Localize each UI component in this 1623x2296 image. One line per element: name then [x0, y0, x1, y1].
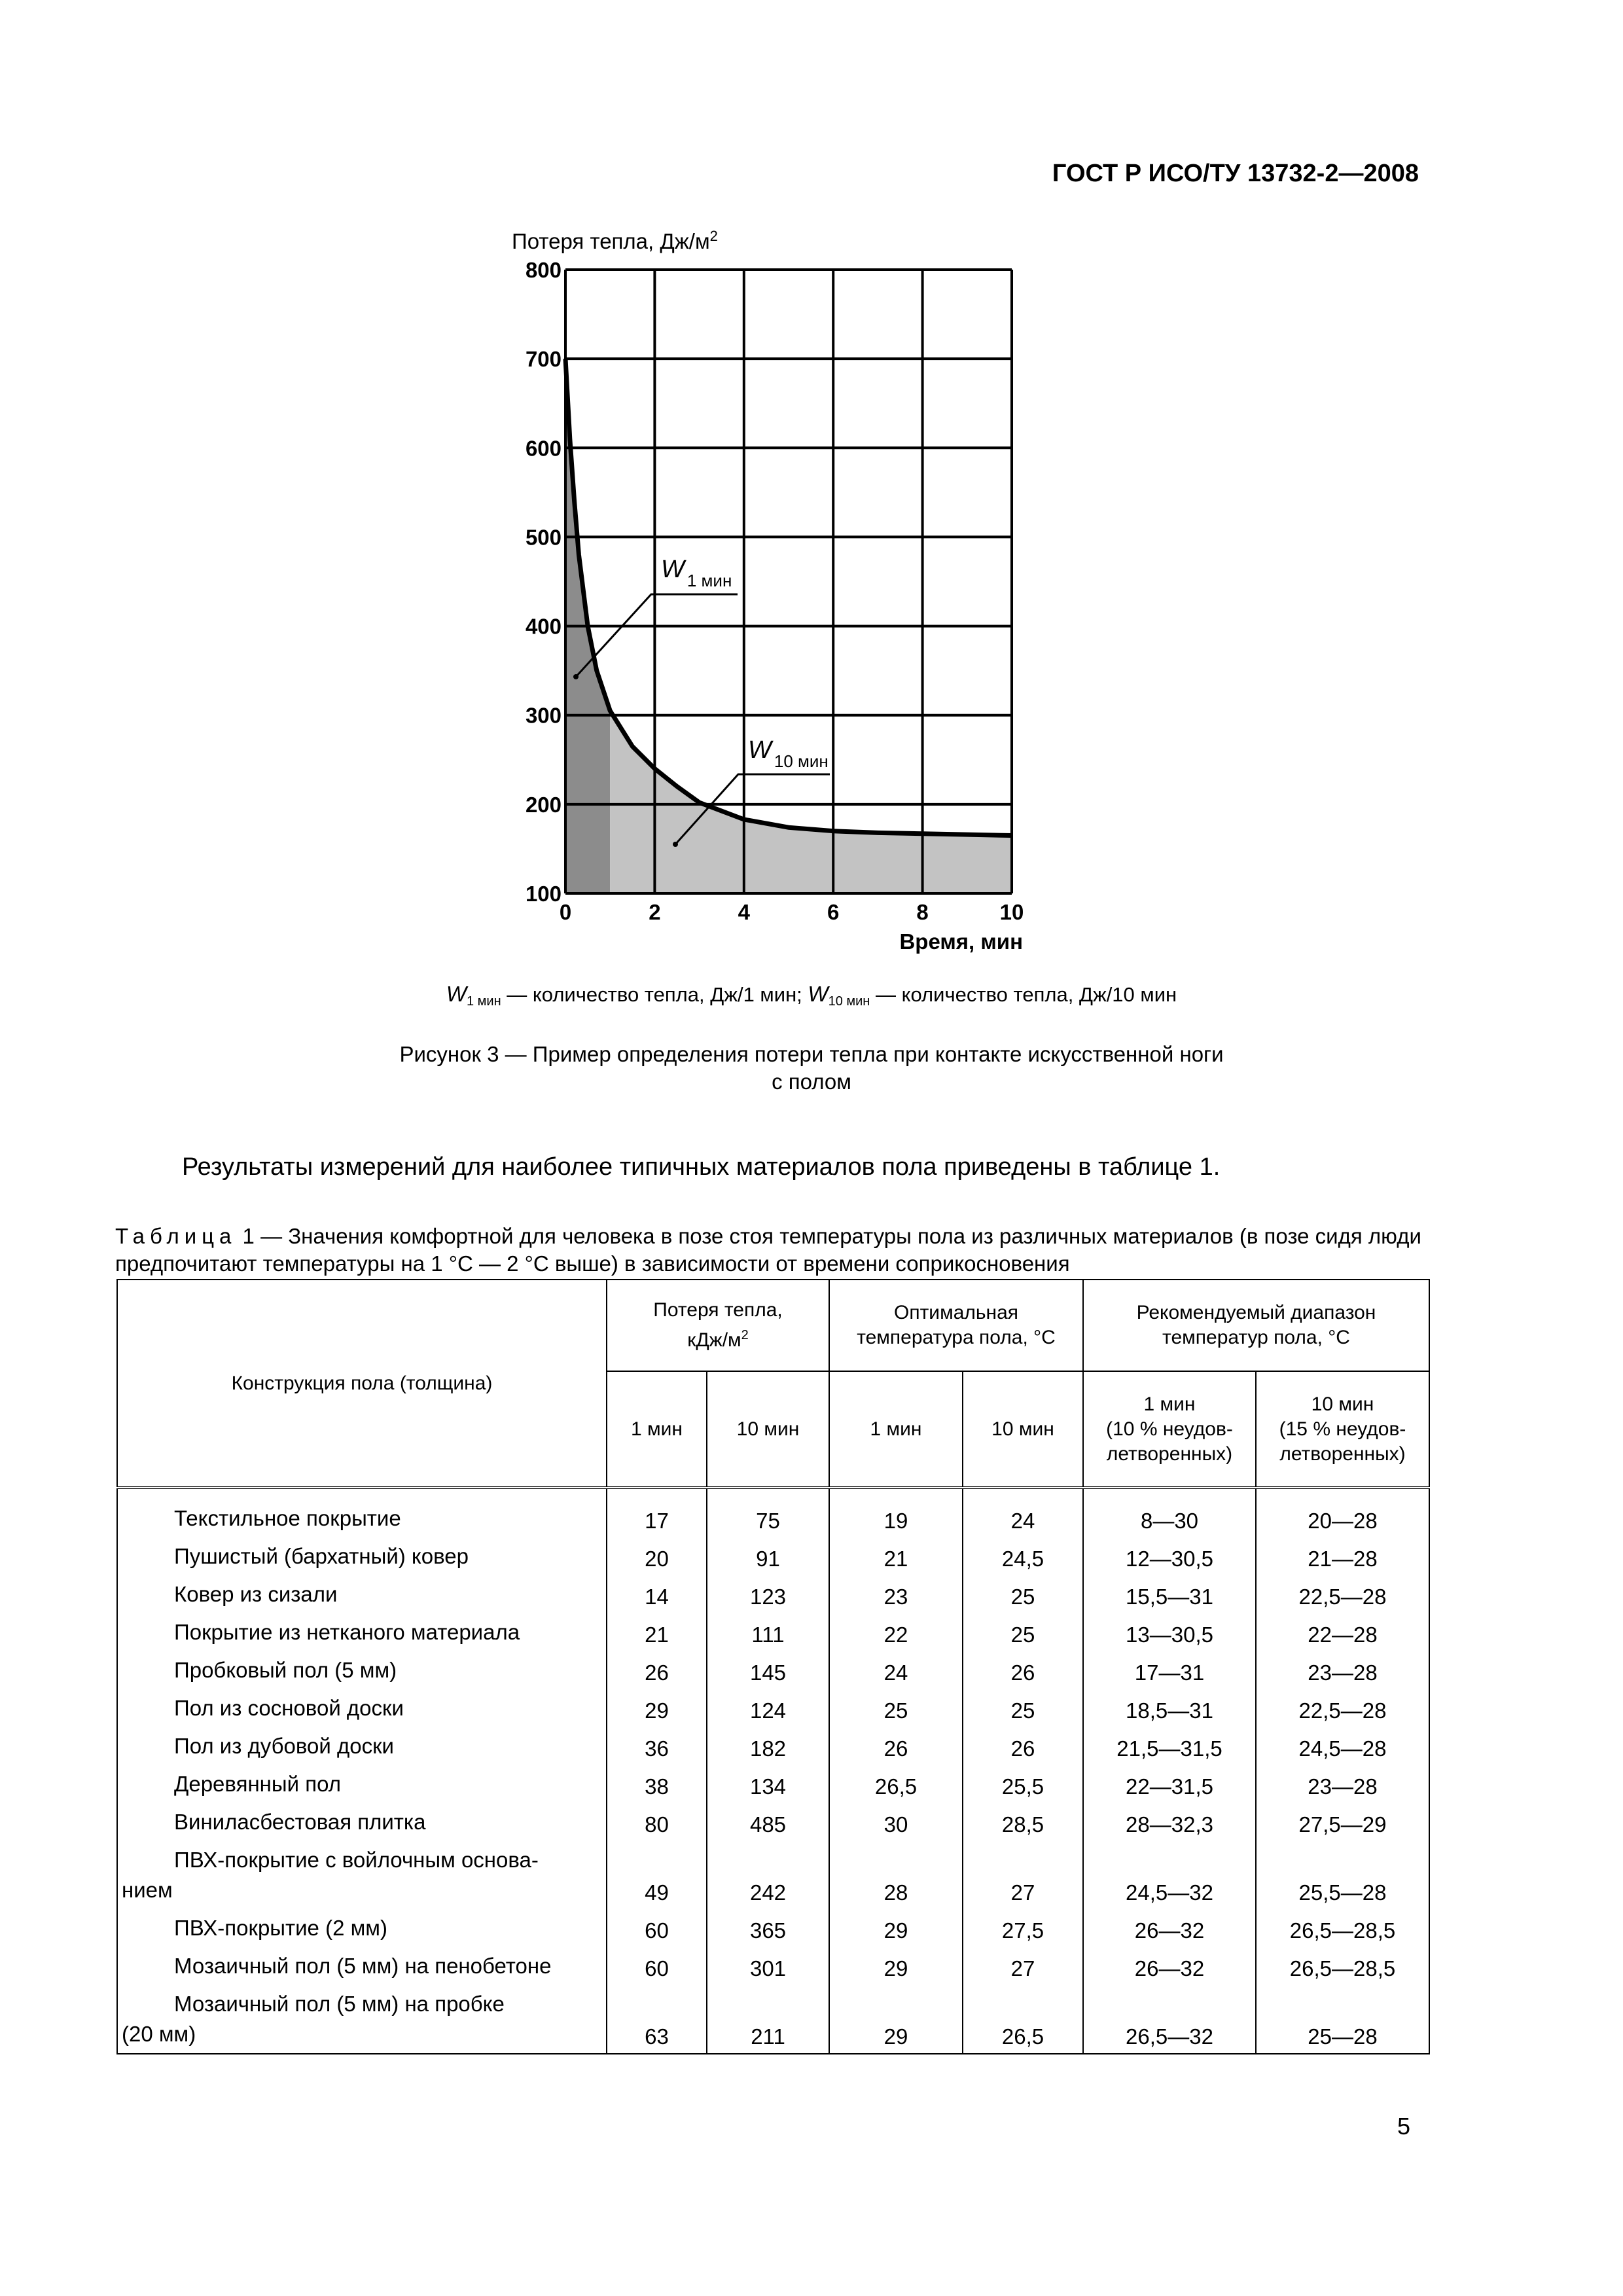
header-r1-line1: 1 мин: [1143, 1393, 1196, 1415]
cell-construction: [117, 1909, 607, 1947]
table-row: [117, 1488, 1429, 1537]
x-axis-label: Время, мин: [899, 929, 1023, 954]
cell-construction: [117, 1689, 607, 1727]
cell-t10: 26,5: [963, 1985, 1083, 2054]
header-range-line2: температур пола, °С: [1162, 1327, 1350, 1348]
table-row: [117, 1909, 1429, 1947]
cell-t10: 27: [963, 1841, 1083, 1909]
cell-q1: 17: [607, 1488, 707, 1537]
cell-construction: [117, 1488, 607, 1537]
table-row: [117, 1803, 1429, 1841]
cell-t1: 23: [829, 1575, 963, 1613]
table-caption-word: Таблица: [115, 1224, 237, 1248]
figure-caption-line-2: с полом: [772, 1069, 851, 1094]
cell-q1: 49: [607, 1841, 707, 1909]
svg-text:W1 мин: [661, 556, 732, 590]
cell-construction: [117, 1985, 607, 2054]
legend-w10-main: W: [808, 982, 829, 1006]
page-number: 5: [1397, 2113, 1411, 2140]
w1-label-main: W: [661, 556, 685, 583]
cell-r10: 23—28: [1256, 1765, 1429, 1803]
cell-t1: 30: [829, 1803, 963, 1841]
cell-r1: 13—30,5: [1083, 1613, 1256, 1651]
table-row: [117, 1985, 1429, 2054]
cell-t1: 22: [829, 1613, 963, 1651]
cell-q1: 80: [607, 1803, 707, 1841]
cell-construction: [117, 1613, 607, 1651]
header-r1: [1083, 1371, 1256, 1488]
cell-t1: 29: [829, 1909, 963, 1947]
cell-r10: 25—28: [1256, 1985, 1429, 2054]
cell-q10: 145: [707, 1651, 829, 1689]
cell-r1: 18,5—31: [1083, 1689, 1256, 1727]
cell-r1: 28—32,3: [1083, 1803, 1256, 1841]
table-row: [117, 1727, 1429, 1765]
header-r1-line2: (10 % неудов-: [1106, 1418, 1233, 1440]
cell-q10: 485: [707, 1803, 829, 1841]
cell-t10: 24,5: [963, 1537, 1083, 1575]
cell-construction-text: ПВХ-покрытие с войлочным основа-: [174, 1848, 539, 1872]
cell-construction: [117, 1651, 607, 1689]
cell-construction: [117, 1765, 607, 1803]
header-q1: 1 мин: [607, 1371, 707, 1488]
table-row: [117, 1651, 1429, 1689]
cell-r10: 22,5—28: [1256, 1575, 1429, 1613]
header-heat-loss-unit: кДж/м: [687, 1329, 741, 1351]
header-r10-line2: (15 % неудов-: [1279, 1418, 1406, 1440]
header-heat-loss-line1: Потеря тепла,: [653, 1299, 783, 1321]
table-row: [117, 1841, 1429, 1909]
header-t1: 1 мин: [829, 1371, 963, 1488]
cell-construction-text: Пол из дубовой доски: [174, 1734, 394, 1758]
results-paragraph: Результаты измерений для наиболее типичных материалов пола приведены в таблице 1.: [182, 1153, 1221, 1181]
cell-q10: 242: [707, 1841, 829, 1909]
x-tick-label: 10: [999, 900, 1024, 924]
x-tick-label: 6: [827, 900, 840, 924]
cell-q10: 301: [707, 1947, 829, 1985]
cell-construction: [117, 1537, 607, 1575]
cell-t1: 26,5: [829, 1765, 963, 1803]
standard-id: ГОСТ Р ИСО/ТУ 13732-2—2008: [1052, 160, 1419, 187]
cell-q10: 91: [707, 1537, 829, 1575]
cell-construction: [117, 1841, 607, 1909]
figure-legend: [0, 982, 1623, 1009]
cell-r1: 24,5—32: [1083, 1841, 1256, 1909]
cell-t1: 28: [829, 1841, 963, 1909]
cell-t10: 27,5: [963, 1909, 1083, 1947]
cell-construction-text: Виниласбестовая плитка: [174, 1810, 426, 1834]
cell-t1: 19: [829, 1488, 963, 1537]
cell-q1: 20: [607, 1537, 707, 1575]
cell-construction-text-cont: (20 мм): [122, 2022, 196, 2046]
x-tick-label: 4: [738, 900, 750, 924]
x-tick-label: 2: [649, 900, 661, 924]
cell-construction-text: Мозаичный пол (5 мм) на пробке: [174, 1992, 505, 2016]
cell-r1: 8—30: [1083, 1488, 1256, 1537]
cell-r1: 26,5—32: [1083, 1985, 1256, 2054]
cell-t10: 28,5: [963, 1803, 1083, 1841]
header-heat-loss-sup: 2: [741, 1328, 749, 1342]
cell-q1: 63: [607, 1985, 707, 2054]
header-r10-line1: 10 мин: [1311, 1393, 1374, 1415]
cell-t10: 27: [963, 1947, 1083, 1985]
cell-q10: 211: [707, 1985, 829, 2054]
cell-r10: 27,5—29: [1256, 1803, 1429, 1841]
y-axis-label-text: Потеря тепла, Дж/м: [512, 229, 710, 253]
header-r10-line3: летворенных): [1279, 1443, 1406, 1465]
x-tick-label: 8: [916, 900, 929, 924]
cell-q10: 111: [707, 1613, 829, 1651]
cell-t1: 25: [829, 1689, 963, 1727]
x-tick-label: 0: [559, 900, 572, 924]
y-tick-label: 700: [525, 347, 562, 372]
cell-q10: 365: [707, 1909, 829, 1947]
cell-r10: 22,5—28: [1256, 1689, 1429, 1727]
cell-r10: 20—28: [1256, 1488, 1429, 1537]
table-row: [117, 1689, 1429, 1727]
cell-construction-text: ПВХ-покрытие (2 мм): [174, 1916, 387, 1940]
cell-construction: [117, 1803, 607, 1841]
table-caption-text: 1 — Значения комфортной для человека в позе стоя температуры пола из различных материалов (в позе сидя люди предпочитают температуры на 1 °С — 2 °С выше) в зависимости от времени соприкосновения: [115, 1224, 1421, 1276]
table-row: [117, 1765, 1429, 1803]
cell-r10: 21—28: [1256, 1537, 1429, 1575]
w10-label-sub: 10 мин: [774, 751, 829, 771]
table-row: [117, 1575, 1429, 1613]
cell-r1: 17—31: [1083, 1651, 1256, 1689]
cell-r1: 26—32: [1083, 1909, 1256, 1947]
table-row: [117, 1537, 1429, 1575]
cell-t1: 21: [829, 1537, 963, 1575]
cell-construction: [117, 1727, 607, 1765]
y-tick-label: 300: [525, 703, 562, 728]
cell-r1: 21,5—31,5: [1083, 1727, 1256, 1765]
cell-q1: 38: [607, 1765, 707, 1803]
cell-construction-text-cont: нием: [122, 1878, 173, 1902]
header-optimal: [829, 1280, 1083, 1371]
cell-t10: 25: [963, 1613, 1083, 1651]
cell-t1: 29: [829, 1985, 963, 2054]
cell-construction-text: Пробковый пол (5 мм): [174, 1658, 397, 1682]
w10-region: [610, 711, 1012, 893]
cell-q10: 75: [707, 1488, 829, 1537]
y-tick-label: 800: [525, 258, 562, 282]
cell-construction-text: Пушистый (бархатный) ковер: [174, 1544, 469, 1568]
y-tick-label: 500: [525, 525, 562, 550]
table-caption: [115, 1223, 1444, 1278]
cell-q10: 134: [707, 1765, 829, 1803]
cell-r10: 26,5—28,5: [1256, 1909, 1429, 1947]
cell-construction-text: Ковер из сизали: [174, 1582, 338, 1606]
cell-construction-text: Деревянный пол: [174, 1772, 341, 1796]
figure-caption-line-1: Рисунок 3 — Пример определения потери тепла при контакте искусственной ноги: [399, 1042, 1224, 1066]
header-q10: 10 мин: [707, 1371, 829, 1488]
figure-caption: [275, 1041, 1348, 1096]
heat-loss-chart: [497, 223, 1054, 969]
w10-label-main: W: [748, 736, 772, 764]
cell-q10: 182: [707, 1727, 829, 1765]
legend-w1-text: — количество тепла, Дж/1 мин;: [501, 983, 808, 1006]
cell-q1: 14: [607, 1575, 707, 1613]
cell-t10: 26: [963, 1727, 1083, 1765]
cell-q1: 60: [607, 1947, 707, 1985]
cell-r1: 12—30,5: [1083, 1537, 1256, 1575]
cell-r10: 22—28: [1256, 1613, 1429, 1651]
cell-t1: 26: [829, 1727, 963, 1765]
cell-t10: 25: [963, 1689, 1083, 1727]
cell-q1: 36: [607, 1727, 707, 1765]
header-optimal-line1: Оптимальная: [893, 1302, 1019, 1323]
y-tick-label: 200: [525, 792, 562, 817]
legend-w1-main: W: [446, 982, 467, 1006]
header-r10: [1256, 1371, 1429, 1488]
header-t10: 10 мин: [963, 1371, 1083, 1488]
cell-t10: 24: [963, 1488, 1083, 1537]
y-axis-label: [512, 228, 718, 253]
cell-construction-text: Покрытие из нетканого материала: [174, 1620, 520, 1644]
cell-q1: 21: [607, 1613, 707, 1651]
cell-construction-text: Мозаичный пол (5 мм) на пенобетоне: [174, 1954, 552, 1978]
cell-r10: 25,5—28: [1256, 1841, 1429, 1909]
cell-q1: 29: [607, 1689, 707, 1727]
cell-construction-text: Текстильное покрытие: [174, 1506, 401, 1530]
cell-q10: 123: [707, 1575, 829, 1613]
cell-t1: 29: [829, 1947, 963, 1985]
w1-label-sub: 1 мин: [687, 571, 732, 590]
cell-t1: 24: [829, 1651, 963, 1689]
legend-w10-sub: 10 мин: [828, 994, 870, 1009]
header-range: [1083, 1280, 1429, 1371]
cell-r1: 26—32: [1083, 1947, 1256, 1985]
header-construction: Конструкция пола (толщина): [117, 1280, 607, 1488]
cell-construction-text: Пол из сосновой доски: [174, 1696, 404, 1720]
cell-t10: 25,5: [963, 1765, 1083, 1803]
table-row: [117, 1613, 1429, 1651]
cell-t10: 25: [963, 1575, 1083, 1613]
cell-r10: 24,5—28: [1256, 1727, 1429, 1765]
header-range-line1: Рекомендуемый диапазон: [1136, 1302, 1376, 1323]
cell-construction: [117, 1947, 607, 1985]
y-axis-label-sup: 2: [709, 228, 718, 244]
legend-w1-sub: 1 мин: [466, 994, 501, 1009]
cell-r10: 26,5—28,5: [1256, 1947, 1429, 1985]
floor-materials-table: [116, 1279, 1430, 2054]
header-r1-line3: летворенных): [1106, 1443, 1233, 1465]
header-optimal-line2: температура пола, °С: [857, 1327, 1056, 1348]
cell-r10: 23—28: [1256, 1651, 1429, 1689]
legend-w10-text: — количество тепла, Дж/10 мин: [870, 983, 1177, 1006]
cell-q1: 26: [607, 1651, 707, 1689]
cell-construction: [117, 1575, 607, 1613]
y-tick-label: 400: [525, 614, 562, 639]
cell-r1: 22—31,5: [1083, 1765, 1256, 1803]
header-heat-loss: [607, 1280, 829, 1371]
table-row: [117, 1947, 1429, 1985]
y-tick-label: 600: [525, 436, 562, 461]
cell-t10: 26: [963, 1651, 1083, 1689]
svg-text:W10 мин: [748, 736, 829, 771]
y-tick-label: 100: [525, 882, 562, 906]
cell-q10: 124: [707, 1689, 829, 1727]
cell-r1: 15,5—31: [1083, 1575, 1256, 1613]
cell-q1: 60: [607, 1909, 707, 1947]
